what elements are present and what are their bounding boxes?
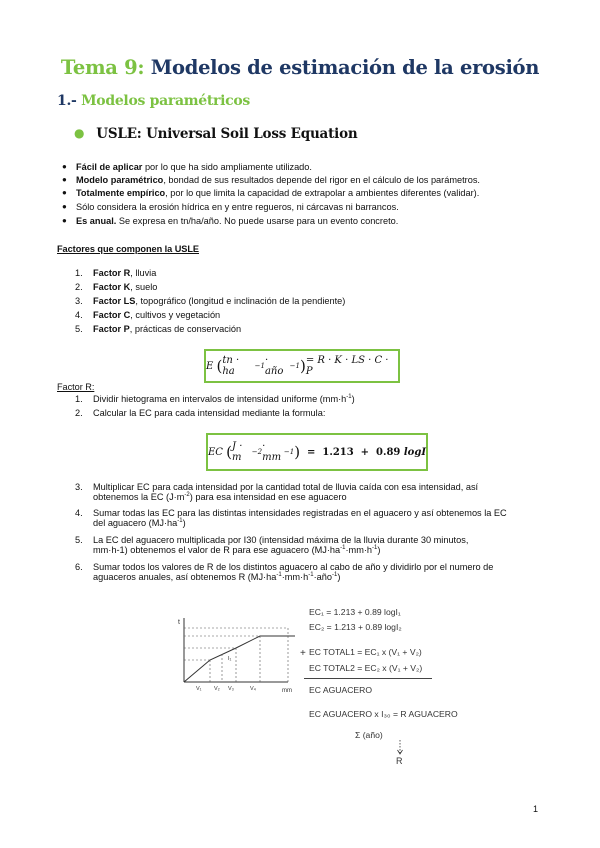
x-tick: V₁ <box>196 686 202 692</box>
equation-ec2: EC₂ = 1.213 + 0.89 logI₂ <box>309 622 402 632</box>
equation-r-aguacero: EC AGUACERO x I₃₀ = R AGUACERO <box>309 709 458 719</box>
bullet-icon: ● <box>62 202 67 211</box>
result-r: R <box>396 756 403 766</box>
usle-heading: ● USLE: Universal Soil Loss Equation <box>74 126 358 142</box>
down-arrow-icon <box>396 740 404 756</box>
sum-divider <box>304 678 432 679</box>
factors-heading: Factores que componen la USLE <box>57 244 200 254</box>
equation-ectotal1: EC TOTAL1 = EC₁ x (V₁ + V₂) <box>309 647 422 657</box>
list-item: 2. Factor K, suelo <box>75 282 158 292</box>
x-axis-unit: mm <box>282 688 292 694</box>
plus-sign: + <box>300 648 306 659</box>
equation-ectotal2: EC TOTAL2 = EC₂ x (V₁ + V₂) <box>309 663 423 673</box>
list-item: 1. Dividir hietograma en intervalos de intensidad uniforme $(mm\cdot h^{-1})$ <box>75 394 355 405</box>
x-tick: V₂ <box>214 686 220 692</box>
bullet-icon: ● <box>62 188 67 197</box>
page-number: 1 <box>532 804 538 814</box>
intensity-label: I₁ <box>228 656 232 662</box>
list-item: 5. La EC del aguacero multiplicada por I30 (intensidad máxima de la lluvia durante 30 minutos, mm·h-1) obtenemos el valor de R para ese aguacero $(MJ\cdot ha^{-1}\cdot mm\cdot h^{-1})$ <box>75 535 469 556</box>
list-item: 3. Multiplicar EC para cada intensidad por la cantidad total de lluvia caída con esa intensidad, así obtenemos la EC $(J\cdot m^{-2})$ para esa intensidad en ese aguacero <box>75 482 479 503</box>
list-item: 4. Sumar todas las EC para las distintas intensidades registradas en el aguacero y así obtenemos la EC del aguacero $(MJ\cdot ha^{-1})$ <box>75 508 507 529</box>
y-axis-label: t <box>178 619 180 626</box>
bullet-icon: ● <box>74 126 85 140</box>
page-title: Tema 9: Modelos de estimación de la erosión <box>60 56 540 79</box>
list-item: ● Sólo considera la erosión hídrica en y entre regueros, ni cárcavas ni barrancos. <box>62 202 399 212</box>
usle-formula: E ( tn · ha −1 · año −1 ) = R · K · LS · C · P <box>204 349 400 383</box>
list-item: 5. Factor P, prácticas de conservación <box>75 324 242 334</box>
sum-year-label: Σ (año) <box>355 730 383 740</box>
bullet-icon: ● <box>62 175 67 184</box>
list-item: 2. Calcular la EC para cada intensidad mediante la formula: <box>75 408 326 418</box>
list-item: ● Totalmente empírico, por lo que limita la capacidad de extrapolar a ambientes diferentes (validar). <box>62 188 480 198</box>
section-heading: 1.- Modelos paramétricos <box>57 93 250 109</box>
list-item: ● Fácil de aplicar por lo que ha sido ampliamente utilizado. <box>62 162 312 172</box>
bullet-icon: ● <box>62 216 67 225</box>
equation-ecaguacero: EC AGUACERO <box>309 685 373 695</box>
x-tick: V₃ <box>228 686 234 692</box>
ec-formula: EC ( J · m −2 · mm −1 ) = 1.213 + 0.89 logI <box>206 433 428 471</box>
hietogram-diagram <box>170 612 305 702</box>
equation-ec1: EC₁ = 1.213 + 0.89 logI₁ <box>309 607 401 617</box>
list-item: ● Modelo paramétrico, bondad de sus resultados depende del rigor en el cálculo de los parámetros. <box>62 175 480 185</box>
x-tick: V₄ <box>250 686 256 692</box>
list-item: 1. Factor R, lluvia <box>75 268 157 278</box>
list-item: 3. Factor LS, topográfico (longitud e inclinación de la pendiente) <box>75 296 346 306</box>
list-item: 6. Sumar todos los valores de R de los distintos aguacero al cabo de año y dividirlo por el numero de aguaceros anuales, así obtenemos R $(MJ\cdot ha^{-1}\cdot mm\cdot h^{-1}\cdot año^{-1})$ <box>75 562 494 583</box>
factor-r-heading: Factor R: <box>57 382 95 392</box>
list-item: ● Es anual. Se expresa en tn/ha/año. No puede usarse para un evento concreto. <box>62 216 399 226</box>
cumulative-curve <box>184 636 295 682</box>
bullet-icon: ● <box>62 162 67 171</box>
list-item: 4. Factor C, cultivos y vegetación <box>75 310 221 320</box>
